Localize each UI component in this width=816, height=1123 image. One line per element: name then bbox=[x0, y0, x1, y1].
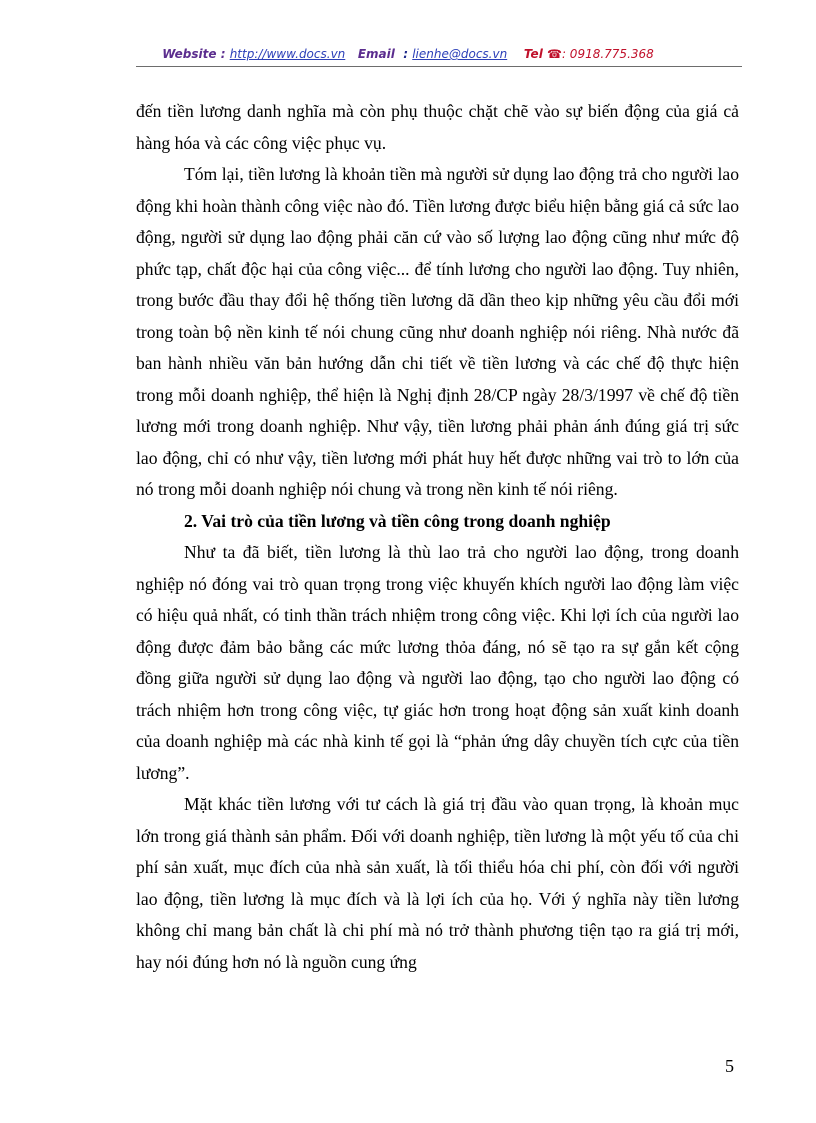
paragraph-summary: Tóm lại, tiền lương là khoản tiền mà người sử dụng lao động trả cho người lao động khi hoàn thành công việc nào đó. Tiền lương được biểu hiện bằng giá cả sức lao động, người sử dụng lao động phải căn cứ vào số lượng lao động cũng như mức độ phức tạp, chất độc hại của công việc... để tính lương cho người lao động. Tuy nhiên, trong bước đầu thay đổi hệ thống tiền lương dã dần theo kịp những yêu cầu đổi mới trong toàn bộ nền kinh tế nói chung cũng như doanh nghiệp nói riêng. Nhà nước đã ban hành nhiều văn bản hướng dẫn chi tiết về tiền lương và các chế độ thực hiện trong mỗi doanh nghiệp, thể hiện là Nghị định 28/CP ngày 28/3/1997 về chế độ tiền lương mới trong doanh nghiệp. Như vậy, tiền lương phải phản ánh đúng giá trị sức lao động, chỉ có như vậy, tiền lương mới phát huy hết được những vai trò to lớn của nó trong mỗi doanh nghiệp nói chung và trong nền kinh tế nói riêng. bbox=[136, 164, 739, 499]
paragraph-role: Như ta đã biết, tiền lương là thù lao trả cho người lao động, trong doanh nghiệp nó đóng vai trò quan trọng trong việc khuyến khích người lao động làm việc có hiệu quả nhất, có tinh thần trách nhiệm trong công việc. Khi lợi ích của người lao động được đảm bảo bằng các mức lương thỏa đáng, nó sẽ tạo ra sự gắn kết cộng đồng giữa người sử dụng lao động và người lao động, tạo cho người lao động có trách nhiệm hơn trong công việc, tự giác hơn trong hoạt động sản xuất kinh doanh của doanh nghiệp mà các nhà kinh tế gọi là “phản ứng dây chuyền tích cực của tiền lương”. bbox=[136, 542, 739, 783]
paragraph-cost: Mặt khác tiền lương với tư cách là giá trị đầu vào quan trọng, là khoản mục lớn trong giá thành sản phẩm. Đối với doanh nghiệp, tiền lương là một yếu tố của chi phí sản xuất, mục đích của nhà sản xuất, là tối thiểu hóa chi phí, còn đối với người lao động, tiền lương là mục đích và là lợi ích của họ. Với ý nghĩa này tiền lương không chỉ mang bản chất là chi phí mà nó trở thành phương tiện tạo ra giá trị mới, hay nói đúng hơn nó là nguồn cung ứng bbox=[136, 794, 739, 972]
header-divider bbox=[136, 66, 742, 67]
paragraph-continuation: đến tiền lương danh nghĩa mà còn phụ thuộc chặt chẽ vào sự biến động của giá cả hàng hóa và các công việc phục vụ. bbox=[136, 101, 739, 153]
email-label: Email bbox=[357, 47, 395, 61]
document-body bbox=[136, 96, 739, 978]
page-number: 5 bbox=[725, 1056, 734, 1076]
tel-value: : 0918.775.368 bbox=[561, 47, 654, 61]
section-heading: 2. Vai trò của tiền lương và tiền công trong doanh nghiệp bbox=[184, 510, 611, 531]
website-label: Website : bbox=[162, 47, 226, 61]
email-link[interactable]: lienhe@docs.vn bbox=[412, 47, 508, 61]
email-separator: : bbox=[403, 47, 409, 61]
page-header bbox=[0, 47, 816, 61]
website-link[interactable]: http://www.docs.vn bbox=[229, 47, 346, 61]
phone-icon: ☎ bbox=[547, 47, 562, 61]
tel-label: Tel bbox=[523, 47, 543, 61]
